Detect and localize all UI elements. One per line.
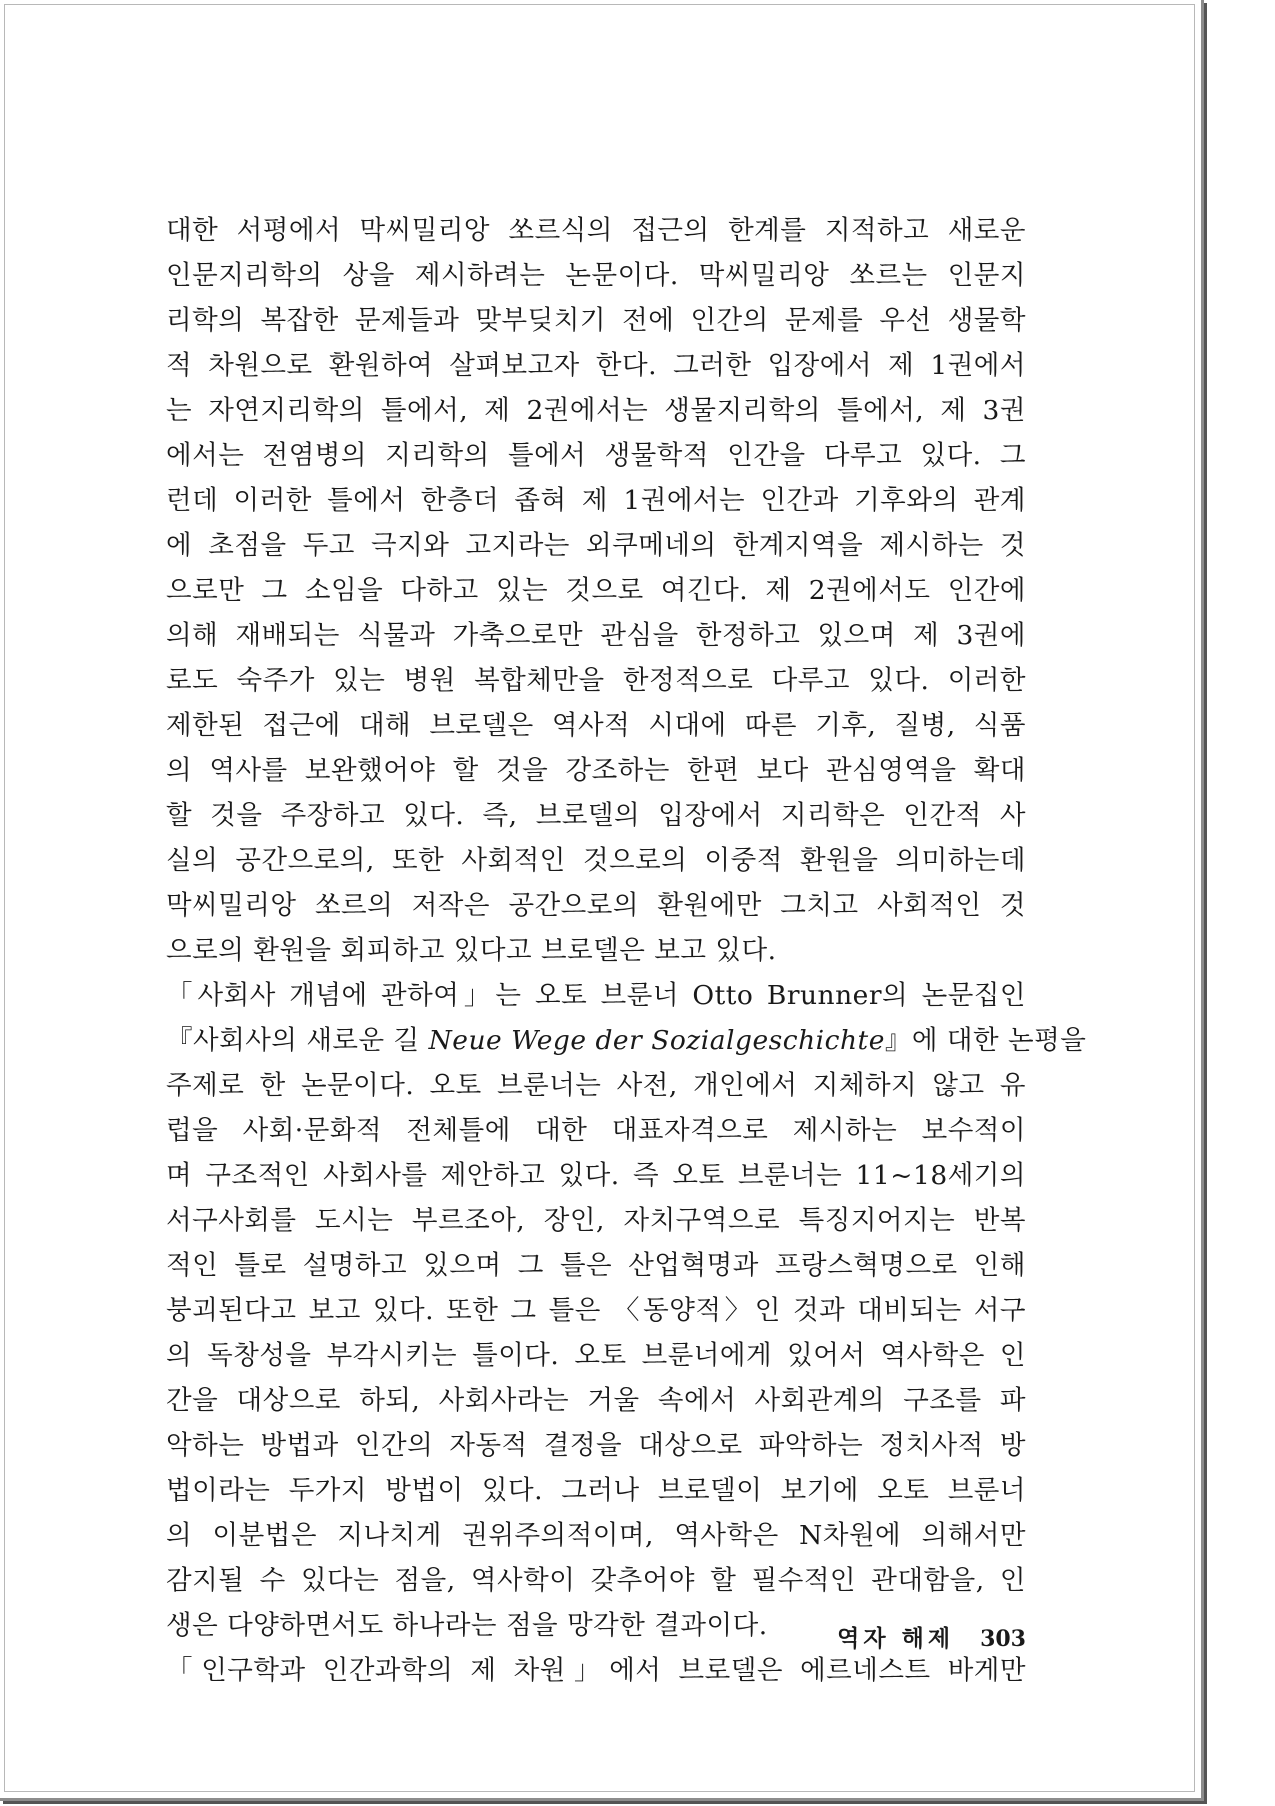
text-line: 으로만 그 소임을 다하고 있는 것으로 여긴다. 제 2권에서도 인간에 [166, 575, 1026, 606]
text-line: 며 구조적인 사회사를 제안하고 있다. 즉 오토 브룬너는 11~18세기의 [166, 1160, 1026, 1191]
viewer-gutter [1208, 0, 1275, 1806]
text-line: 주제로 한 논문이다. 오토 브룬너는 사전, 개인에서 지체하지 않고 유 [166, 1070, 1026, 1101]
page-number: 303 [980, 1626, 1026, 1652]
text-line: 리학의 복잡한 문제들과 맞부딪치기 전에 인간의 문제를 우선 생물학 [166, 305, 1026, 336]
book-title-italic: Neue Wege der Sozialgeschichte [428, 1025, 885, 1056]
text-line: 붕괴된다고 보고 있다. 또한 그 틀은 〈동양적〉인 것과 대비되는 서구 [166, 1295, 1026, 1326]
text-line: 로도 숙주가 있는 병원 복합체만을 한정적으로 다루고 있다. 이러한 [166, 665, 1026, 696]
text-line: 대한 서평에서 막씨밀리앙 쏘르식의 접근의 한계를 지적하고 새로운 [166, 215, 1026, 246]
text-line: 생은 다양하면서도 하나라는 점을 망각한 결과이다. [166, 1610, 768, 1641]
body-text [166, 208, 1087, 1693]
text-line: 의해 재배되는 식물과 가축으로만 관심을 한정하고 있으며 제 3권에 [166, 620, 1026, 651]
text-line: 제한된 접근에 대해 브로델은 역사적 시대에 따른 기후, 질병, 식품 [166, 710, 1026, 741]
text-line: 럽을 사회·문화적 전체틀에 대한 대표자격으로 제시하는 보수적이 [166, 1115, 1026, 1146]
text-line: 적 차원으로 환원하여 살펴보고자 한다. 그러한 입장에서 제 1권에서 [166, 350, 1026, 381]
text-line: 런데 이러한 틀에서 한층더 좁혀 제 1권에서는 인간과 기후와의 관계 [166, 485, 1026, 516]
text-line: 실의 공간으로의, 또한 사회적인 것으로의 이중적 환원을 의미하는데 [166, 845, 1026, 876]
text-line: 으로의 환원을 회피하고 있다고 브로델은 보고 있다. [166, 935, 777, 966]
text-line: 감지될 수 있다는 점을, 역사학이 갖추어야 할 필수적인 관대함을, 인 [166, 1565, 1026, 1596]
text-line: 인문지리학의 상을 제시하려는 논문이다. 막씨밀리앙 쏘르는 인문지 [166, 260, 1026, 291]
text-line: 서구사회를 도시는 부르조아, 장인, 자치구역으로 특징지어지는 반복 [166, 1205, 1026, 1236]
text-line: 의 독창성을 부각시키는 틀이다. 오토 브룬너에게 있어서 역사학은 인 [166, 1340, 1026, 1371]
text-line: 에 초점을 두고 극지와 고지라는 외쿠메네의 한계지역을 제시하는 것 [166, 530, 1026, 561]
text-line: 의 이분법은 지나치게 권위주의적이며, 역사학은 N차원에 의해서만 [166, 1520, 1026, 1551]
text-line: 「인구학과 인간과학의 제 차원」에서 브로델은 에르네스트 바게만 [166, 1655, 1026, 1686]
text-line: 법이라는 두가지 방법이 있다. 그러나 브로델이 보기에 오토 브룬너 [166, 1475, 1026, 1506]
text-line: 「사회사 개념에 관하여」는 오토 브룬너 Otto Brunner의 논문집인 [166, 980, 1026, 1011]
text-line: 할 것을 주장하고 있다. 즉, 브로델의 입장에서 지리학은 인간적 사 [166, 800, 1026, 831]
text-line: 간을 대상으로 하되, 사회사라는 거울 속에서 사회관계의 구조를 파 [166, 1385, 1026, 1416]
text-line: 적인 틀로 설명하고 있으며 그 틀은 산업혁명과 프랑스혁명으로 인해 [166, 1250, 1026, 1281]
text-line: 『사회사의 새로운 길 Neue Wege der Sozialgeschichte』에 대한 논평을 [166, 1025, 1087, 1056]
text-line: 는 자연지리학의 틀에서, 제 2권에서는 생물지리학의 틀에서, 제 3권 [166, 395, 1026, 426]
running-title: 역자 해제 [837, 1625, 955, 1652]
text-line: 막씨밀리앙 쏘르의 저작은 공간으로의 환원에만 그치고 사회적인 것 [166, 890, 1026, 921]
text-line: 의 역사를 보완했어야 할 것을 강조하는 한편 보다 관심영역을 확대 [166, 755, 1026, 786]
text-line: 에서는 전염병의 지리학의 틀에서 생물학적 인간을 다루고 있다. 그 [166, 440, 1026, 471]
text-line: 악하는 방법과 인간의 자동적 결정을 대상으로 파악하는 정치사적 방 [166, 1430, 1026, 1461]
page-footer [800, 1620, 1026, 1653]
